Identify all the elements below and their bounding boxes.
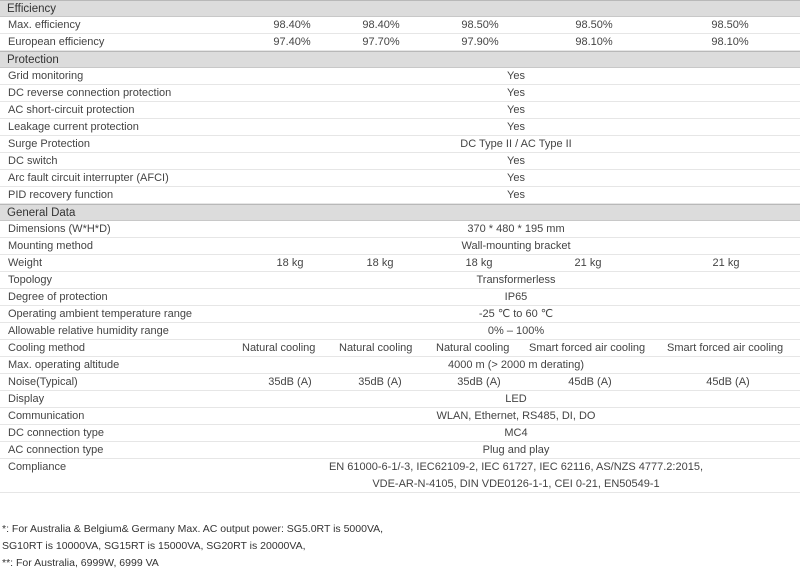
row-label: Communication: [8, 410, 85, 422]
row-dimensions: [0, 221, 800, 238]
cell-value: 98.10%: [575, 36, 613, 48]
row-weight: [0, 255, 800, 272]
row-humidity-range: [0, 323, 800, 340]
row-max-altitude: [0, 357, 800, 374]
row-label: DC reverse connection protection: [8, 87, 172, 99]
cell-value: Natural cooling: [242, 342, 316, 354]
cell-value: 35dB (A): [358, 376, 402, 388]
section-header-protection: Protection: [0, 51, 800, 68]
cell-value: 98.40%: [273, 19, 311, 31]
row-label: Compliance: [8, 461, 67, 473]
row-label: DC switch: [8, 155, 58, 167]
row-label: Max. operating altitude: [8, 359, 120, 371]
row-label: Noise(Typical): [8, 376, 78, 388]
row-label: Dimensions (W*H*D): [8, 223, 111, 235]
row-noise: [0, 374, 800, 391]
row-surge-protection: [0, 136, 800, 153]
row-temperature-range: [0, 306, 800, 323]
cell-value: 98.50%: [711, 19, 749, 31]
cell-value: Smart forced air cooling: [667, 342, 784, 354]
cell-value: 97.40%: [273, 36, 311, 48]
row-dc-switch: [0, 153, 800, 170]
row-label: Max. efficiency: [8, 19, 81, 31]
section-header-efficiency: Efficiency: [0, 0, 800, 17]
cell-value: Natural cooling: [339, 342, 413, 354]
row-dc-reverse-protection: [0, 85, 800, 102]
cell-value: IP65: [504, 291, 528, 303]
cell-value: 0% – 100%: [487, 325, 545, 337]
row-degree-of-protection: [0, 289, 800, 306]
cell-value: Smart forced air cooling: [529, 342, 646, 354]
row-label: Cooling method: [8, 342, 86, 354]
cell-value: 98.50%: [575, 19, 613, 31]
row-label: Degree of protection: [8, 291, 108, 303]
row-leakage-current: [0, 119, 800, 136]
cell-value: Yes: [507, 155, 525, 167]
cell-value: Yes: [507, 189, 525, 201]
cell-value: 45dB (A): [568, 376, 612, 388]
row-compliance: [0, 459, 800, 493]
row-label: Arc fault circuit interrupter (AFCI): [8, 172, 169, 184]
compliance-line-1: EN 61000-6-1/-3, IEC62109-2, IEC 61727, IEC 62116, AS/NZS 4777.2:2015,: [328, 461, 704, 473]
cell-value: Yes: [507, 70, 525, 82]
cell-value: 35dB (A): [268, 376, 312, 388]
row-label: Grid monitoring: [8, 70, 84, 82]
cell-value: 35dB (A): [457, 376, 501, 388]
footnotes: [2, 521, 383, 572]
cell-value: Plug and play: [482, 444, 550, 456]
cell-value: 21 kg: [574, 257, 602, 269]
cell-value: 4000 m (> 2000 m derating): [447, 359, 585, 371]
cell-value: WLAN, Ethernet, RS485, DI, DO: [436, 410, 596, 422]
row-label: Weight: [8, 257, 43, 269]
row-grid-monitoring: [0, 68, 800, 85]
cell-value: Natural cooling: [436, 342, 510, 354]
row-max-efficiency: [0, 17, 800, 34]
cell-value: Yes: [507, 87, 525, 99]
cell-value: 370 * 480 * 195 mm: [467, 223, 565, 235]
cell-value: Yes: [507, 104, 525, 116]
cell-value: Wall-mounting bracket: [461, 240, 571, 252]
cell-value: Yes: [507, 172, 525, 184]
row-label: Surge Protection: [8, 138, 90, 150]
row-label: AC connection type: [8, 444, 104, 456]
cell-value: 97.90%: [461, 36, 499, 48]
cell-value: 98.10%: [711, 36, 749, 48]
cell-value: 18 kg: [366, 257, 394, 269]
cell-value: LED: [505, 393, 527, 405]
cell-value: Yes: [507, 121, 525, 133]
row-label: Operating ambient temperature range: [8, 308, 193, 320]
row-cooling-method: [0, 340, 800, 357]
row-pid-recovery: [0, 187, 800, 204]
cell-value: 97.70%: [362, 36, 400, 48]
cell-value: MC4: [504, 427, 528, 439]
row-mounting-method: [0, 238, 800, 255]
row-label: Topology: [8, 274, 53, 286]
compliance-text: [232, 459, 800, 493]
row-european-efficiency: [0, 34, 800, 51]
row-label: European efficiency: [8, 36, 105, 48]
row-label: PID recovery function: [8, 189, 114, 201]
row-communication: [0, 408, 800, 425]
cell-value: 18 kg: [276, 257, 304, 269]
row-label: Leakage current protection: [8, 121, 139, 133]
row-label: Mounting method: [8, 240, 93, 252]
cell-value: 45dB (A): [706, 376, 750, 388]
footnote-2: SG10RT is 10000VA, SG15RT is 15000VA, SG20RT is 20000VA,: [2, 540, 306, 552]
row-display: [0, 391, 800, 408]
cell-value: 98.50%: [461, 19, 499, 31]
cell-value: 18 kg: [465, 257, 493, 269]
row-ac-short-circuit: [0, 102, 800, 119]
cell-value: DC Type II / AC Type II: [460, 138, 572, 150]
row-label: Display: [8, 393, 45, 405]
row-ac-connection-type: [0, 442, 800, 459]
compliance-line-2: VDE-AR-N-4105, DIN VDE0126-1-1, CEI 0-21, EN50549-1: [372, 478, 660, 490]
row-label: DC connection type: [8, 427, 104, 439]
row-label: Allowable relative humidity range: [8, 325, 169, 337]
row-afci: [0, 170, 800, 187]
cell-value: -25 ℃ to 60 ℃: [478, 308, 554, 320]
cell-value: Transformerless: [476, 274, 556, 286]
row-topology: [0, 272, 800, 289]
cell-value: 21 kg: [712, 257, 740, 269]
footnote-3: **: For Australia, 6999W, 6999 VA: [2, 557, 159, 569]
row-label: AC short-circuit protection: [8, 104, 135, 116]
footnote-1: *: For Australia & Belgium& Germany Max. AC output power: SG5.0RT is 5000VA,: [2, 523, 384, 535]
section-header-general-data: General Data: [0, 204, 800, 221]
row-dc-connection-type: [0, 425, 800, 442]
cell-value: 98.40%: [362, 19, 400, 31]
